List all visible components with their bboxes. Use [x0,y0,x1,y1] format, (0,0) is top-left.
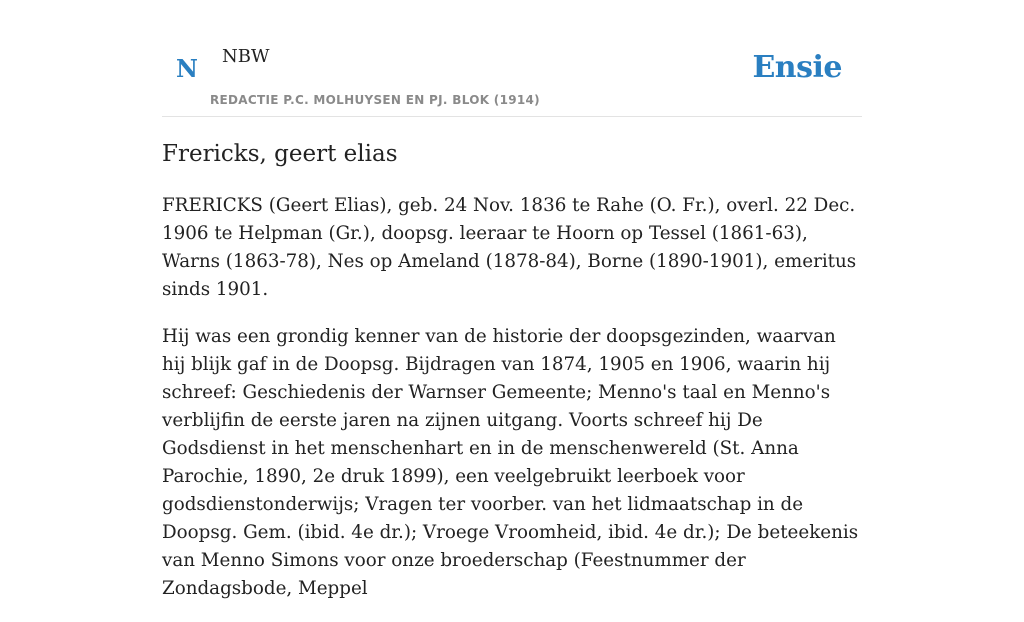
article-paragraph: Hij was een grondig kenner van de historie der doopsgezinden, waarvan hij blijk gaf in de Doopsg. Bijdragen van 1874, 1905 en 1906, waarin hij schreef: Geschiedenis der Warnser Gemeente; Menno's taal en Menno's verblijfin de eerste jaren na zijnen uitgang. Voorts schreef hij De Godsdienst in het menschenhart en in de menschenwereld (St. Anna Parochie, 1890, 2e druk 1899), een veelgebruikt leerboek voor godsdienstonderwijs; Vragen ter voorber. van het lidmaatschap in de Doopsg. Gem. (ibid. 4e dr.); Vroege Vroomheid, ibid. 4e dr.); De beteekenis van Menno Simons voor onze broederschap (Feestnummer der Zondagsbode, Meppel [162,326,859,599]
source-editor: REDACTIE P.C. MOLHUYSEN EN PJ. BLOK (1914) [210,93,540,107]
page-header [162,0,862,117]
source-name[interactable]: NBW [222,46,270,67]
brand-logo[interactable]: Ensie [752,50,842,85]
article-paragraph: FRERICKS (Geert Elias), geb. 24 Nov. 1836 te Rahe (O. Fr.), overl. 22 Dec. 1906 te Helpman (Gr.), doopsg. leeraar te Hoorn op Tessel (1861-63), Warns (1863-78), Nes op Ameland (1878-84), Borne (1890-1901), emeritus sinds 1901. [162,195,857,300]
article-body [162,192,864,622]
article-title: Frericks, geert elias [162,141,398,167]
source-logo[interactable]: N [176,54,198,83]
